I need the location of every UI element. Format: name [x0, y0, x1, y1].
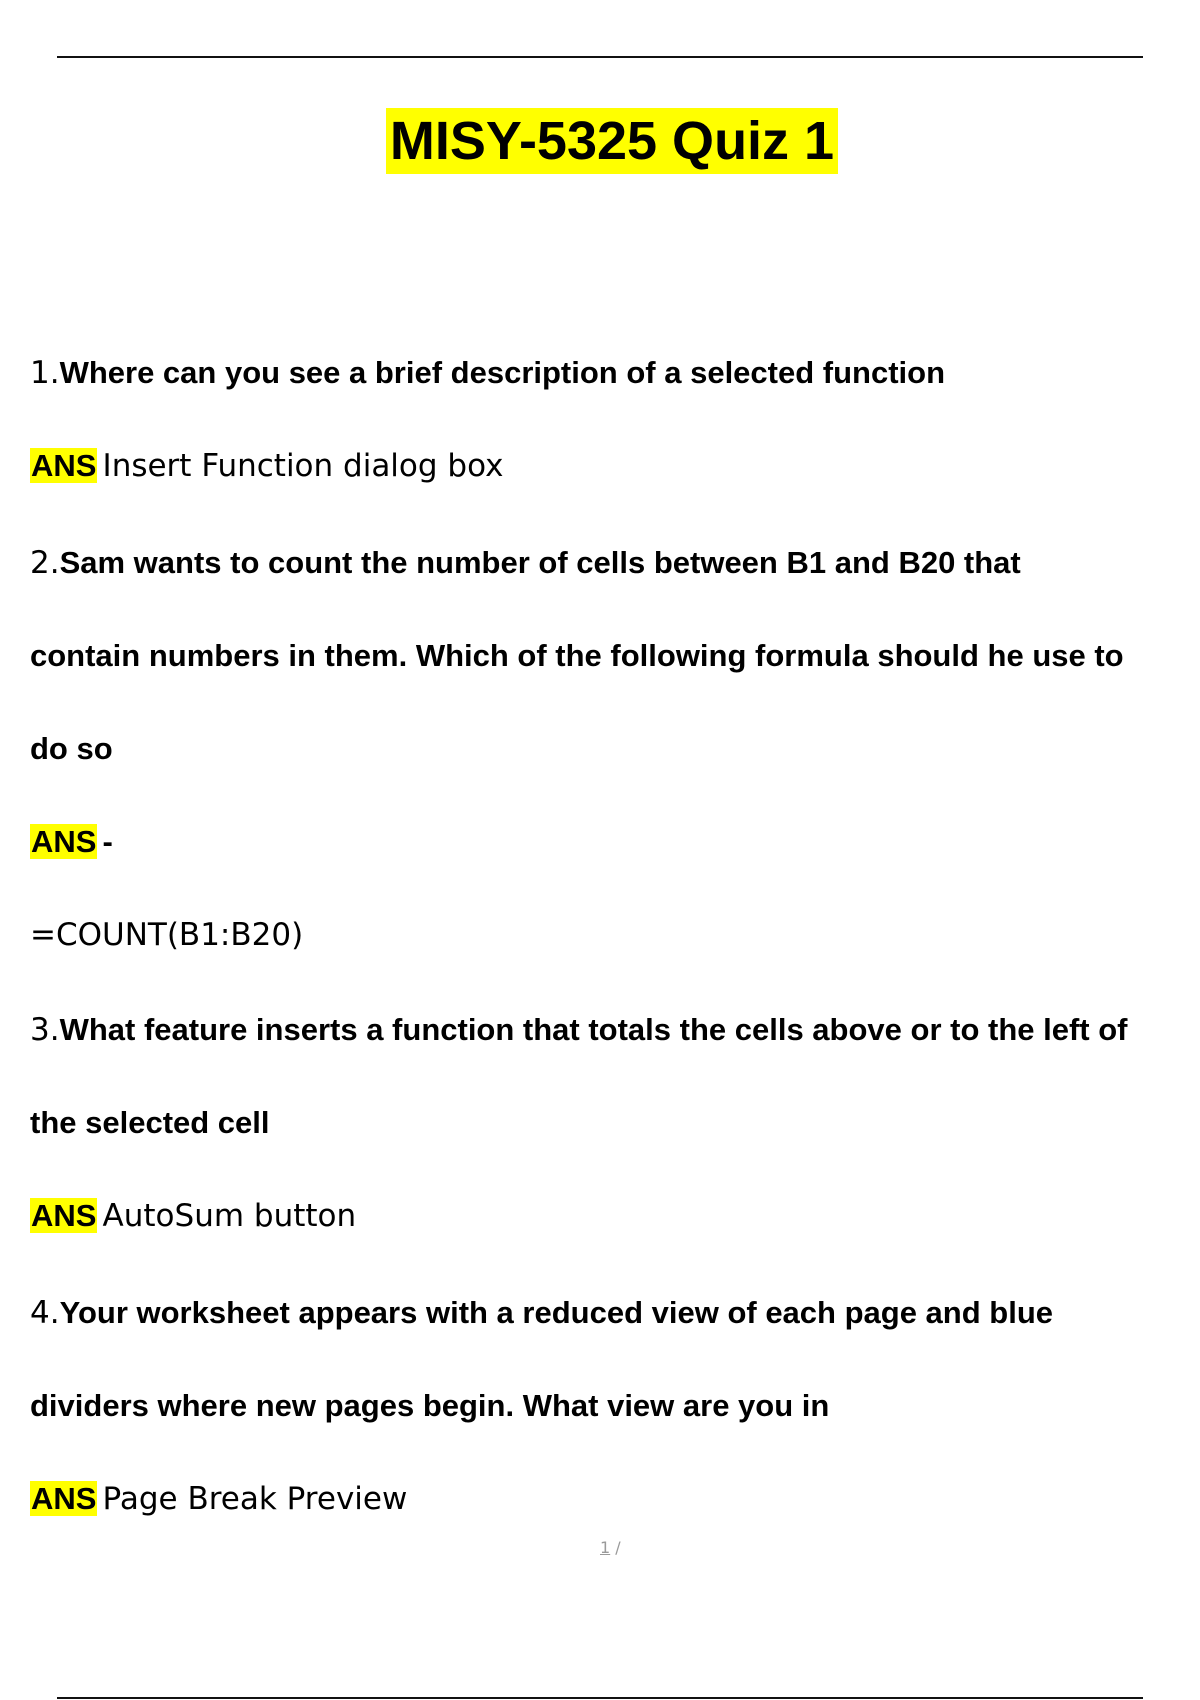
question-text: Where can you see a brief description of a selected function: [59, 355, 946, 390]
page-title: MISY-5325 Quiz 1: [386, 108, 838, 174]
answer-text: =COUNT(B1:B20): [30, 917, 304, 953]
answer-text: AutoSum button: [102, 1198, 357, 1234]
question-text: Your worksheet appears with a reduced view of each page and blue: [59, 1295, 1054, 1330]
answer-text: Insert Function dialog box: [102, 448, 504, 484]
question-2: [30, 541, 1021, 590]
question-number: 1.: [30, 355, 60, 391]
question-text: What feature inserts a function that totals the cells above or to the left of: [59, 1012, 1128, 1047]
answer-3: [30, 1194, 356, 1243]
question-number: 2.: [30, 545, 60, 581]
question-1: [30, 351, 945, 400]
page-number-value: 1: [600, 1538, 611, 1557]
question-text: dividers where new pages begin. What view are you in: [30, 1388, 830, 1423]
question-number: 4.: [30, 1295, 60, 1331]
question-4: [30, 1291, 1053, 1340]
question-text: do so: [30, 731, 113, 766]
page-number: [600, 1538, 621, 1557]
question-2-line-2: [30, 634, 1124, 683]
question-4-line-2: [30, 1384, 829, 1433]
answer-label: ANS: [31, 1198, 97, 1233]
page-number-suffix: /: [615, 1538, 621, 1557]
top-divider: [57, 56, 1143, 58]
bottom-divider: [57, 1697, 1143, 1699]
question-text: the selected cell: [30, 1105, 270, 1140]
title-container: [0, 108, 1200, 174]
question-3-line-2: [30, 1101, 270, 1150]
question-2-line-3: [30, 727, 113, 776]
answer-2: [30, 820, 113, 869]
question-number: 3.: [30, 1012, 60, 1048]
answer-label: ANS: [31, 1481, 97, 1516]
answer-4: [30, 1477, 407, 1526]
answer-1: [30, 444, 503, 493]
answer-label: ANS: [31, 448, 97, 483]
answer-2-text: [30, 913, 303, 962]
question-text: contain numbers in them. Which of the following formula should he use to: [30, 638, 1124, 673]
question-text: Sam wants to count the number of cells between B1 and B20 that: [59, 545, 1021, 580]
answer-label: ANS: [31, 824, 97, 859]
question-3: [30, 1008, 1128, 1057]
answer-dash: -: [102, 824, 113, 859]
answer-text: Page Break Preview: [102, 1481, 408, 1517]
